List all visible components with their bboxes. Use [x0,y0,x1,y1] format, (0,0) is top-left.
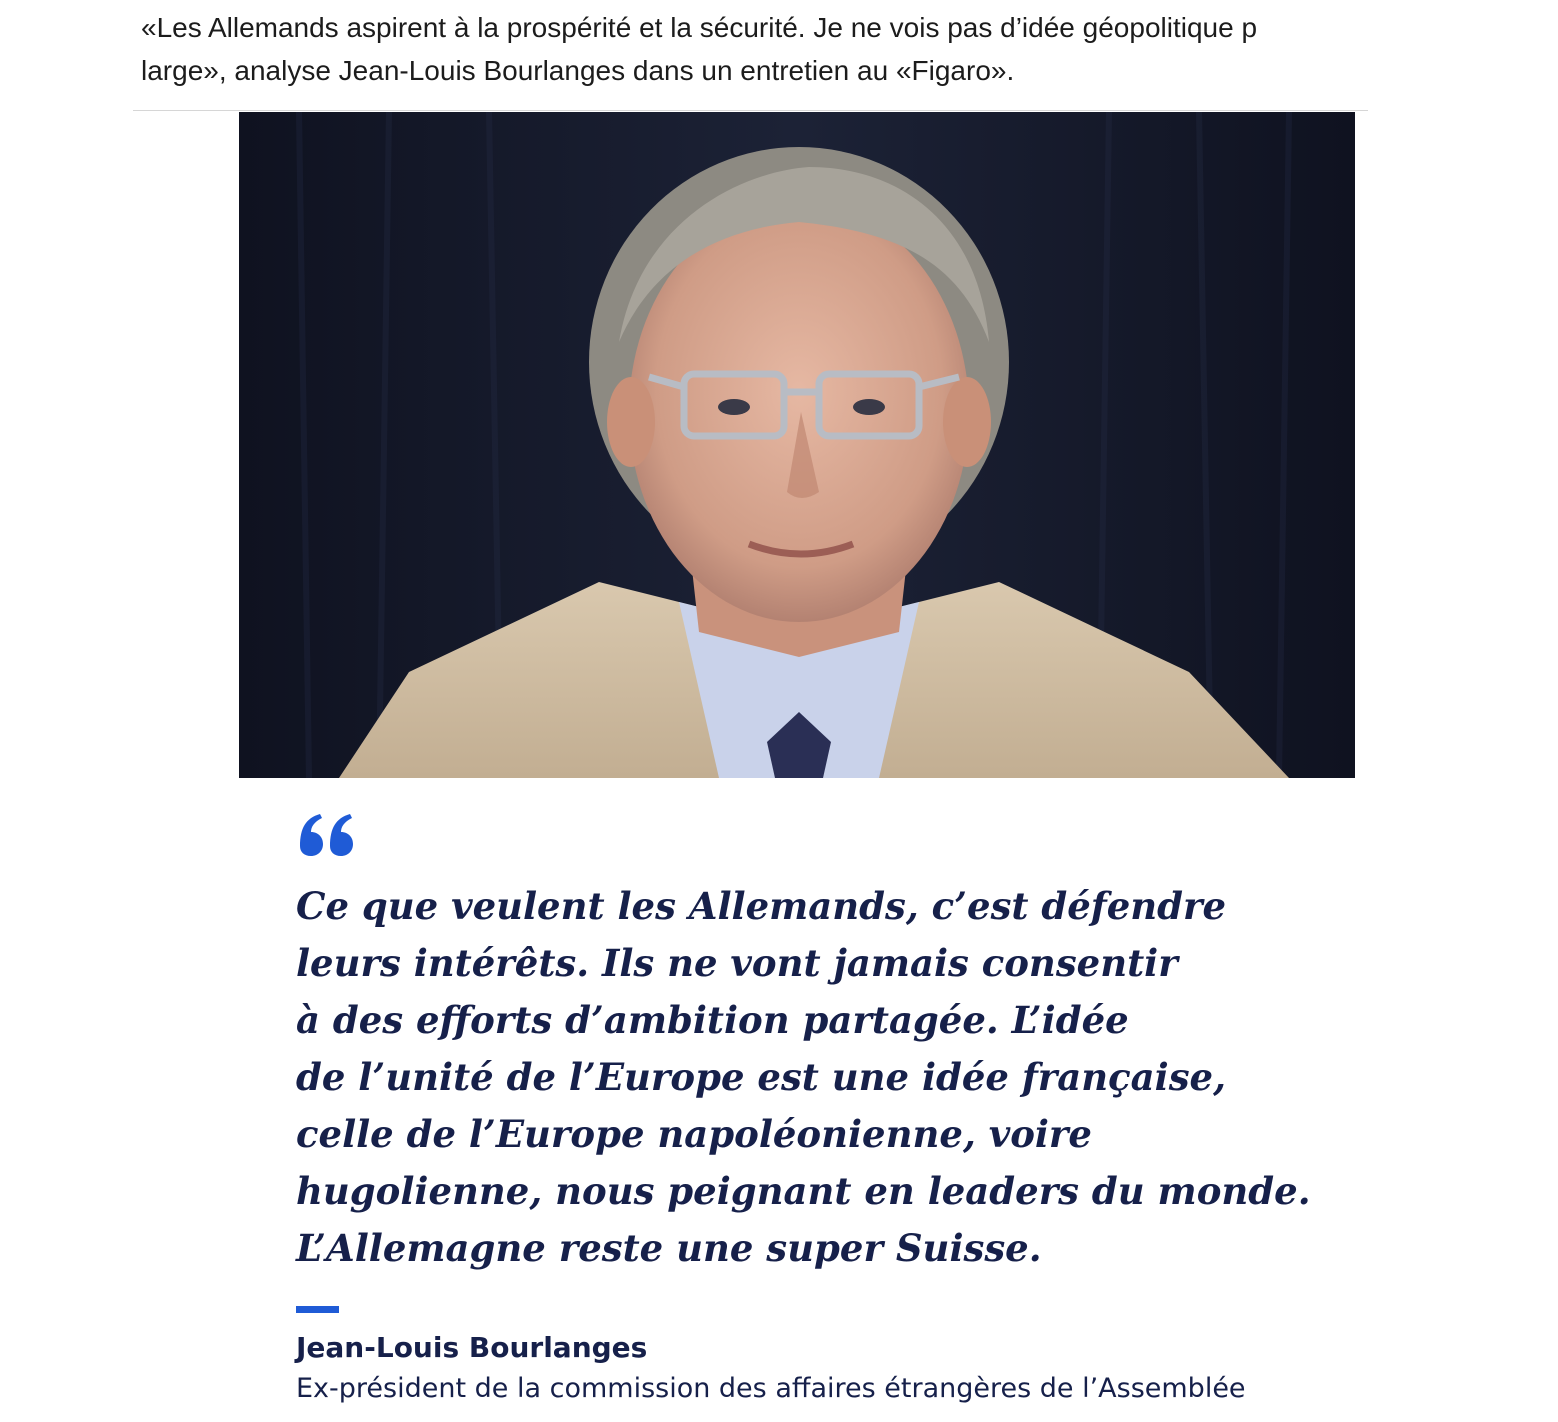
lede-line-1: «Les Allemands aspirent à la prospérité et la sécurité. Je ne vois pas d’idée géopolitique p [141,12,1258,43]
divider [133,110,1368,111]
author-accent-bar [296,1306,339,1313]
quote-line-6: hugolienne, nous peignant en leaders du monde. [296,1169,1311,1213]
article-lede [141,6,1366,96]
author-name: Jean-Louis Bourlanges [296,1331,648,1364]
quote-line-2: leurs intérêts. Ils ne vont jamais consentir [296,941,1178,985]
quote-line-5: celle de l’Europe napoléonienne, voire [296,1112,1092,1156]
lede-line-2: large», analyse Jean-Louis Bourlanges dans un entretien au «Figaro». [141,55,1015,86]
quote-line-7: L’Allemagne reste une super Suisse. [296,1226,1042,1270]
author-role: Ex-président de la commission des affaires étrangères de l’Assemblée [296,1373,1246,1404]
portrait-photo[interactable] [239,112,1355,778]
quote-line-1: Ce que veulent les Allemands, c’est défendre [296,884,1227,928]
portrait-illustration [239,112,1355,778]
quote-text [296,878,1346,1277]
open-quote-icon [296,800,360,864]
quote-line-3: à des efforts d’ambition partagée. L’idée [296,998,1129,1042]
quote-line-4: de l’unité de l’Europe est une idée française, [296,1055,1226,1099]
